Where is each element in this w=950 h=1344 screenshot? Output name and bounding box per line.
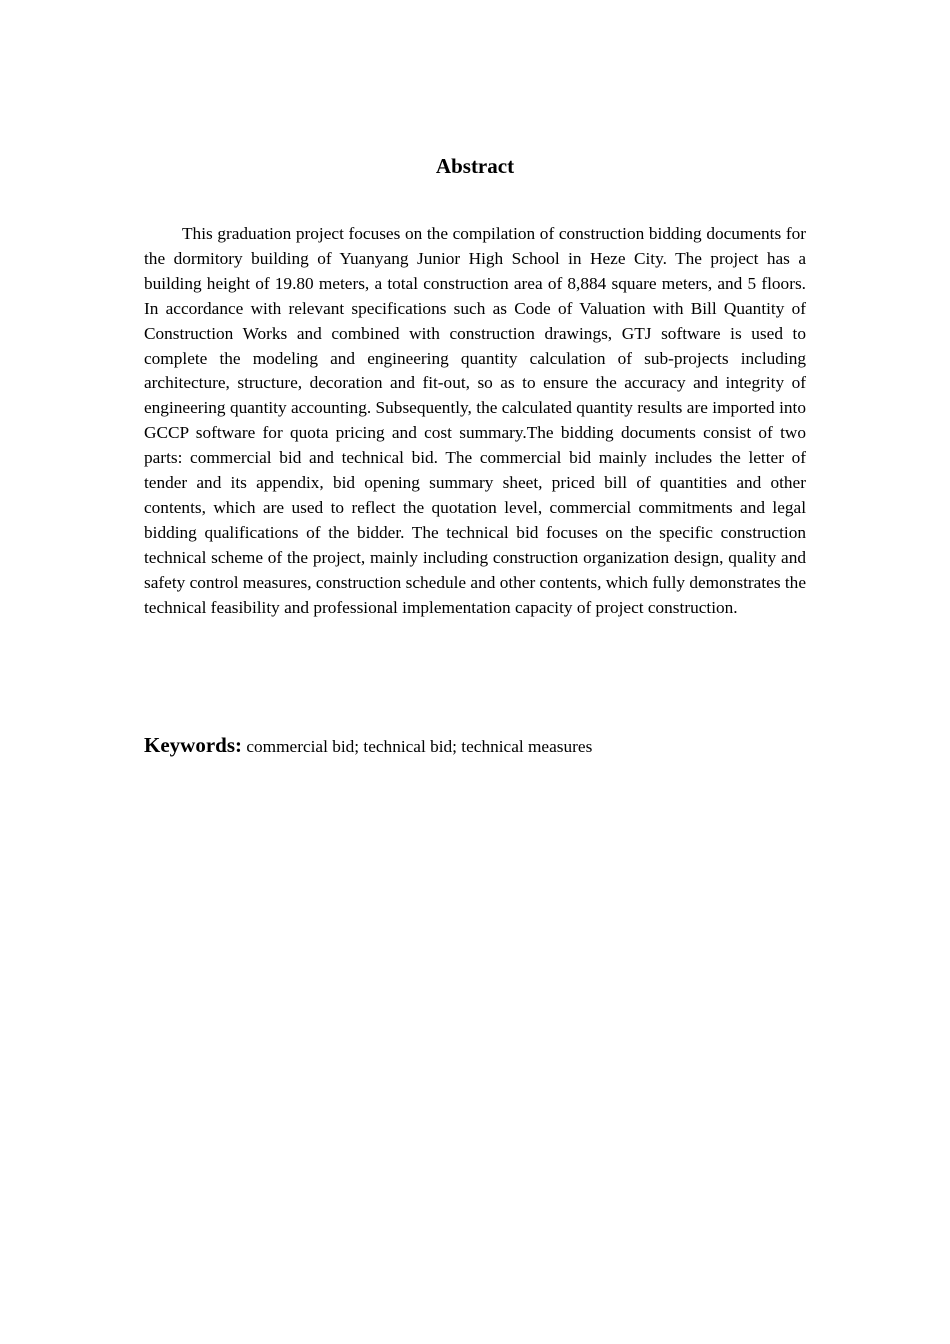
keywords-line [144,731,806,761]
keywords-text: commercial bid; technical bid; technical measures [246,737,593,756]
abstract-paragraph: This graduation project focuses on the compilation of construction bidding documents for the dormitory building of Yuanyang Junior High School in Heze City. The project has a building height of 19.80 meters, a total construction area of 8,884 square meters, and 5 floors. In accordance with relevant specifications such as Code of Valuation with Bill Quantity of Construction Works and combined with construction drawings, GTJ software is used to complete the modeling and engineering quantity calculation of sub-projects including architecture, structure, decoration and fit-out, so as to ensure the accuracy and integrity of engineering quantity accounting. Subsequently, the calculated quantity results are imported into GCCP software for quota pricing and cost summary.The bidding documents consist of two parts: commercial bid and technical bid. The commercial bid mainly includes the letter of tender and its appendix, bid opening summary sheet, priced bill of quantities and other contents, which are used to reflect the quotation level, commercial commitments and legal bidding qualifications of the bidder. The technical bid focuses on the specific construction technical scheme of the project, mainly including construction organization design, quality and safety control measures, construction schedule and other contents, which fully demonstrates the technical feasibility and professional implementation capacity of project construction. [144,224,806,617]
abstract-title: Abstract [435,154,515,178]
keywords-label: Keywords: [144,733,242,757]
